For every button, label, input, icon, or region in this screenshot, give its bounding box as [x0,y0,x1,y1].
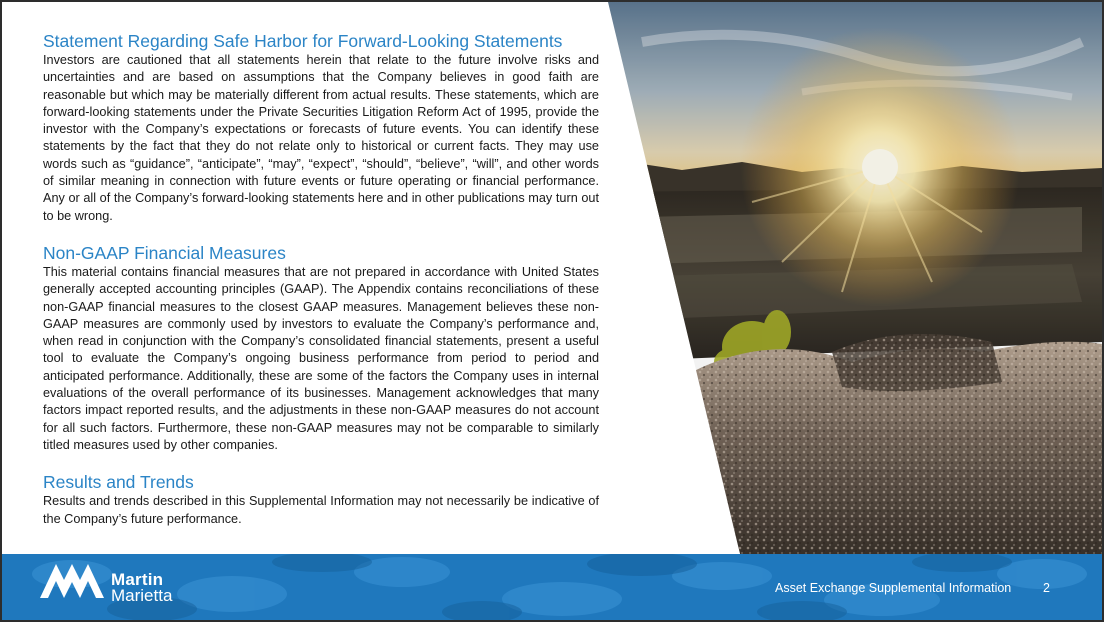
results-trends-body: Results and trends described in this Supplemental Information may not necessarily be indicative of the Company’s future performance. [43,494,599,526]
logo-line1: Martin [111,570,164,589]
footer-title: Asset Exchange Supplemental Information [775,581,1012,595]
footer-band [2,554,1102,620]
non-gaap-body: This material contains financial measures that are not prepared in accordance with United States generally accepted accounting principles (GAAP). The Appendix contains reconciliations of these non-GAAP financial measures to the closest GAAP measures. Management believes these non-GAAP measures are commonly used by investors to evaluate the Company’s performance and, when read in conjunction with the Company’s consolidated financial statements, present a useful tool to evaluate the Company’s ongoing business performance from period to period and anticipated performance. Additionally, these are some of the factors the Company uses in internal evaluations of the overall performance of its businesses. Management acknowledges that many factors impact reported results, and the adjustments in these non-GAAP measures do not account for all such factors. Furthermore, these non-GAAP measures may not be comparable to similarly titled measures used by other companies. [43,264,599,452]
quarry-sunset-photo [602,2,1102,554]
safe-harbor-heading: Statement Regarding Safe Harbor for Forward-Looking Statements [43,31,563,51]
page-number: 2 [1043,581,1050,595]
safe-harbor-section [43,30,599,225]
non-gaap-section [43,242,599,454]
non-gaap-heading: Non-GAAP Financial Measures [43,242,286,263]
text-column [43,30,599,545]
logo-line2: Marietta [111,586,173,605]
safe-harbor-body: Investors are cautioned that all statements herein that relate to the future involve risks and uncertainties and are based on assumptions that the Company believes in good faith are reasonable but which may be materially different from actual results. These statements, which are forward-looking statements under the Private Securities Litigation Reform Act of 1995, provide the investor with the Company’s expectations or forecasts of future events. You can identify these statements by the fact that they do not relate only to historical or current facts. They may use words such as “guidance”, “anticipate”, “may”, “expect”, “should”, “believe”, “will”, and other words of similar meaning in connection with future events or future operating or financial performance. Any or all of the Company’s forward-looking statements here and in other publications may turn out to be wrong. [43,53,599,223]
logo-wordmark [111,572,172,604]
results-trends-heading: Results and Trends [43,472,194,493]
results-trends-section [43,471,599,528]
